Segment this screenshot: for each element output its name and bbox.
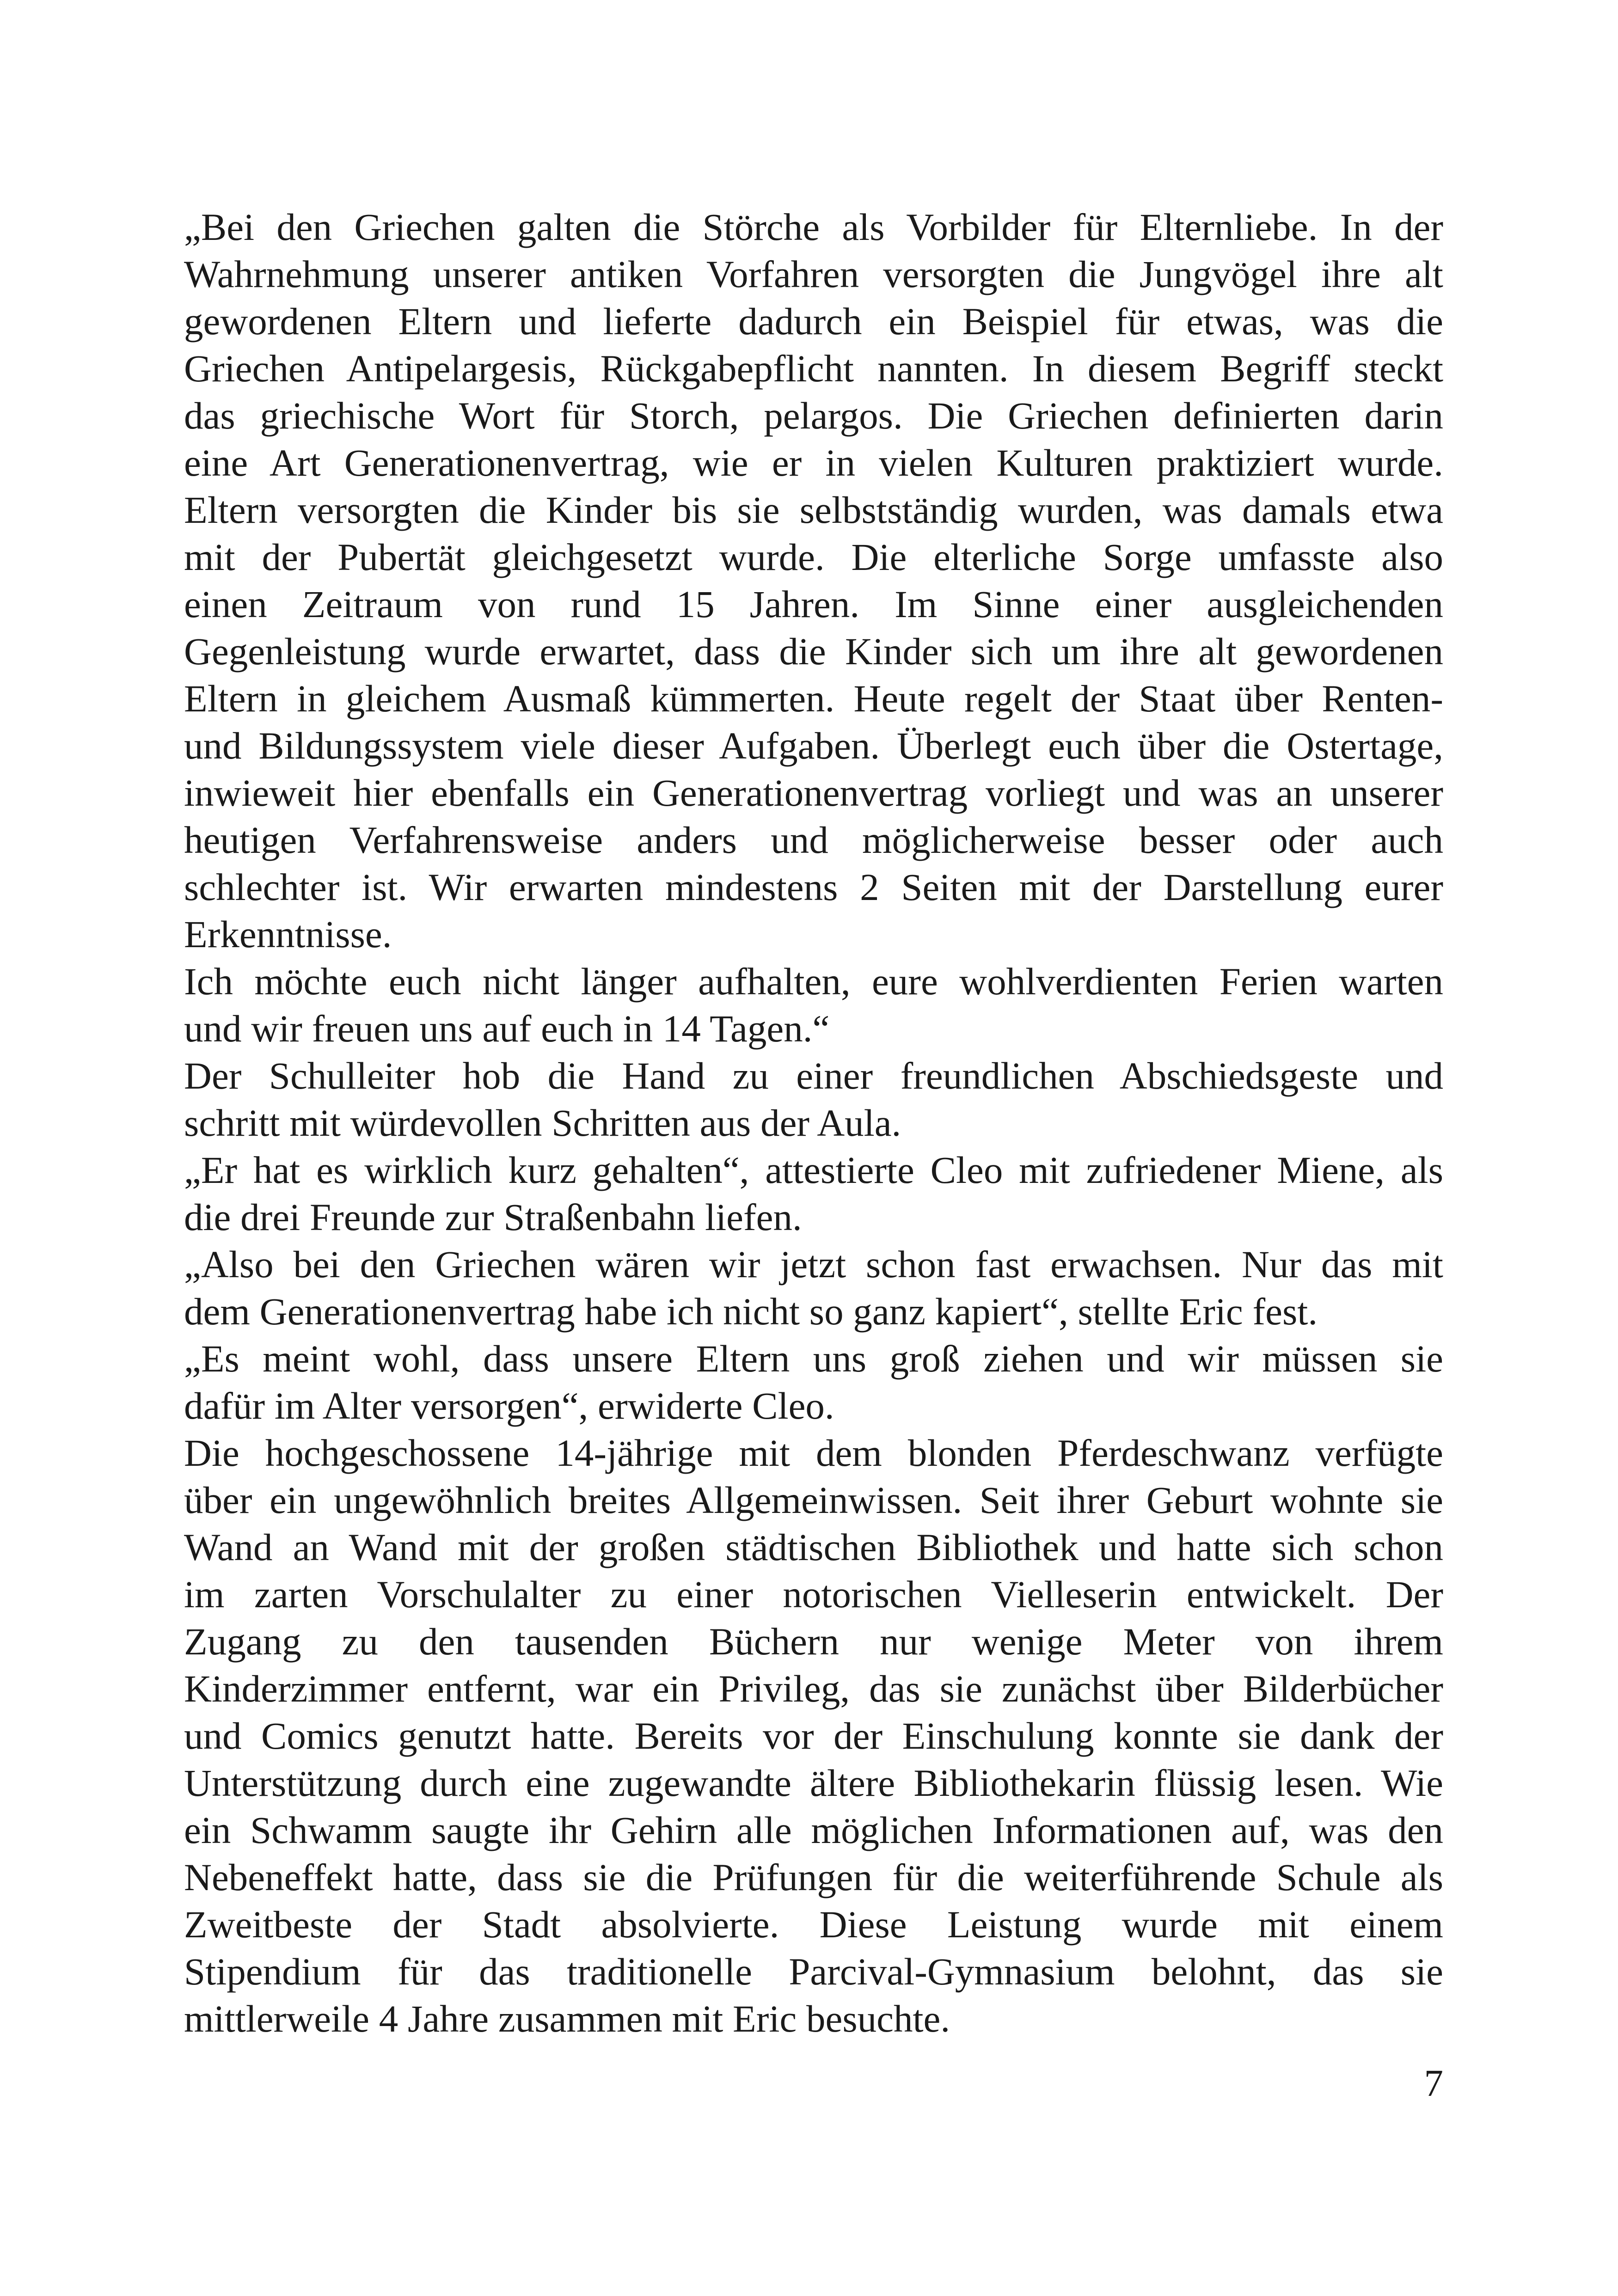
text-line: gewordenen Eltern und lieferte dadurch ein Beispiel für etwas, was die — [184, 300, 1443, 343]
text-line: Zugang zu den tausenden Büchern nur wenige Meter von ihrem — [184, 1620, 1443, 1663]
text-line: schritt mit würdevollen Schritten aus der Aula. — [184, 1102, 901, 1144]
text-line: „Also bei den Griechen wären wir jetzt schon fast erwachsen. Nur das mit — [184, 1243, 1443, 1286]
text-line: mit der Pubertät gleichgesetzt wurde. Die elterliche Sorge umfasste also — [184, 536, 1443, 578]
text-line: Wand an Wand mit der großen städtischen Bibliothek und hatte sich schon — [184, 1526, 1443, 1568]
text-line: im zarten Vorschulalter zu einer notorischen Vielleserin entwickelt. Der — [184, 1573, 1443, 1616]
text-line: heutigen Verfahrensweise anders und möglicherweise besser oder auch — [184, 819, 1443, 861]
text-line: Gegenleistung wurde erwartet, dass die Kinder sich um ihre alt gewordenen — [184, 630, 1443, 673]
text-line: Ich möchte euch nicht länger aufhalten, eure wohlverdienten Ferien warten — [184, 960, 1443, 1003]
text-line: und Bildungssystem viele dieser Aufgaben. Überlegt euch über die Ostertage, — [184, 724, 1443, 767]
text-line: inwieweit hier ebenfalls ein Generationenvertrag vorliegt und was an unserer — [184, 771, 1443, 814]
text-line: „Bei den Griechen galten die Störche als Vorbilder für Elternliebe. In der — [184, 206, 1443, 248]
text-line: „Er hat es wirklich kurz gehalten“, attestierte Cleo mit zufriedener Miene, als — [184, 1149, 1443, 1191]
text-line: Stipendium für das traditionelle Parcival-Gymnasium belohnt, das sie — [184, 1950, 1443, 1993]
text-line: Zweitbeste der Stadt absolvierte. Diese Leistung wurde mit einem — [184, 1903, 1443, 1946]
text-line: Wahrnehmung unserer antiken Vorfahren versorgten die Jungvögel ihre alt — [184, 253, 1443, 295]
text-line: mittlerweile 4 Jahre zusammen mit Eric besuchte. — [184, 1997, 950, 2040]
text-line: dem Generationenvertrag habe ich nicht so ganz kapiert“, stellte Eric fest. — [184, 1290, 1318, 1333]
text-line: Eltern in gleichem Ausmaß kümmerten. Heute regelt der Staat über Renten- — [184, 677, 1443, 720]
text-line: Eltern versorgten die Kinder bis sie selbstständig wurden, was damals etwa — [184, 489, 1443, 531]
text-line: und Comics genutzt hatte. Bereits vor der Einschulung konnte sie dank der — [184, 1714, 1443, 1757]
text-line: und wir freuen uns auf euch in 14 Tagen.“ — [184, 1007, 830, 1050]
text-line: schlechter ist. Wir erwarten mindestens 2 Seiten mit der Darstellung eurer — [184, 866, 1443, 908]
text-line: Unterstützung durch eine zugewandte ältere Bibliothekarin flüssig lesen. Wie — [184, 1762, 1443, 1804]
text-line: ein Schwamm saugte ihr Gehirn alle möglichen Informationen auf, was den — [184, 1809, 1443, 1851]
text-line: Griechen Antipelargesis, Rückgabepflicht nannten. In diesem Begriff steckt — [184, 347, 1443, 390]
text-line: einen Zeitraum von rund 15 Jahren. Im Sinne einer ausgleichenden — [184, 583, 1443, 625]
page-number: 7 — [1424, 2062, 1443, 2104]
text-line: Nebeneffekt hatte, dass sie die Prüfungen für die weiterführende Schule als — [184, 1856, 1443, 1898]
text-line: über ein ungewöhnlich breites Allgemeinwissen. Seit ihrer Geburt wohnte sie — [184, 1479, 1443, 1521]
text-line: Die hochgeschossene 14-jährige mit dem blonden Pferdeschwanz verfügte — [184, 1432, 1443, 1474]
text-line: Der Schulleiter hob die Hand zu einer freundlichen Abschiedsgeste und — [184, 1054, 1443, 1097]
text-line: das griechische Wort für Storch, pelargos. Die Griechen definierten darin — [184, 394, 1443, 437]
body-text — [184, 203, 1443, 2042]
text-line: „Es meint wohl, dass unsere Eltern uns groß ziehen und wir müssen sie — [184, 1337, 1443, 1380]
text-line: Kinderzimmer entfernt, war ein Privileg, das sie zunächst über Bilderbücher — [184, 1667, 1443, 1710]
text-line: dafür im Alter versorgen“, erwiderte Cleo. — [184, 1384, 834, 1427]
text-line: Erkenntnisse. — [184, 913, 392, 955]
text-line: die drei Freunde zur Straßenbahn liefen. — [184, 1196, 802, 1238]
text-line: eine Art Generationenvertrag, wie er in vielen Kulturen praktiziert wurde. — [184, 441, 1443, 484]
